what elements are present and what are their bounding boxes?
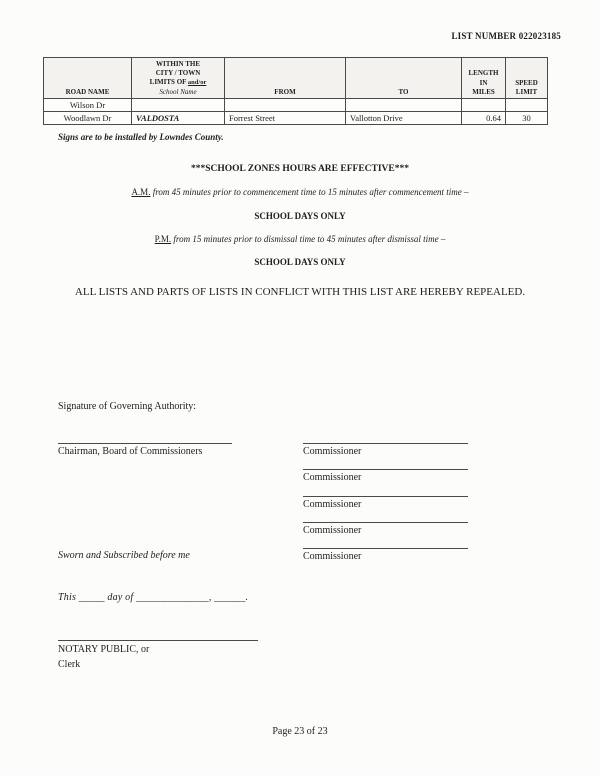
school-days-only-2: SCHOOL DAYS ONLY (254, 257, 346, 267)
table-row (44, 98, 548, 111)
col-header-road-name: ROAD NAME (44, 58, 132, 99)
chairman-label: Chairman, Board of Commissioners (58, 446, 203, 457)
col-header-within-limits: WITHIN THE CITY / TOWN LIMITS OF and/or School Name (132, 58, 225, 99)
commissioner-signature-line (303, 548, 468, 549)
commissioner-signature-line (303, 522, 468, 523)
commissioner-label: Commissioner (303, 551, 362, 562)
commissioner-signature-block (303, 548, 468, 562)
commissioner-label: Commissioner (303, 446, 362, 457)
commissioner-signature-line (303, 443, 468, 444)
length-cell (462, 98, 506, 111)
road-name-cell: Woodlawn Dr (44, 111, 132, 124)
repealed-statement: ALL LISTS AND PARTS OF LISTS IN CONFLICT WITH THIS LIST ARE HEREBY REPEALED. (74, 286, 526, 298)
commissioner-label: Commissioner (303, 472, 362, 483)
notary-signature-line (58, 640, 258, 641)
col-header-from: FROM (225, 58, 346, 99)
list-number: LIST NUMBER 022023185 (451, 31, 561, 41)
signature-heading: Signature of Governing Authority: (58, 401, 197, 412)
length-cell: 0.64 (462, 111, 506, 124)
school-days-only-1: SCHOOL DAYS ONLY (254, 211, 346, 221)
to-cell (346, 98, 462, 111)
school-cell (132, 98, 225, 111)
page-number-footer: Page 23 of 23 (272, 726, 328, 737)
commissioner-label: Commissioner (303, 525, 362, 536)
am-label: A.M. (131, 187, 151, 197)
pm-label: P.M. (154, 234, 172, 244)
school-zone-table (43, 57, 548, 125)
date-blank-line: This _____ day of ______________, ______. (58, 592, 249, 603)
am-hours-line (0, 187, 600, 197)
commissioner-signature-block (303, 522, 468, 536)
to-cell: Vallotton Drive (346, 111, 462, 124)
clerk-label: Clerk (58, 659, 81, 670)
and-or-label: and/or (187, 79, 207, 87)
speed-cell (506, 98, 548, 111)
table-header-row (44, 58, 548, 99)
commissioner-signature-block (303, 443, 468, 457)
sworn-subscribed-label: Sworn and Subscribed before me (58, 550, 190, 561)
chairman-signature-line (58, 443, 232, 444)
commissioner-signature-line (303, 496, 468, 497)
from-cell: Forrest Street (225, 111, 346, 124)
road-name-cell: Wilson Dr (44, 98, 132, 111)
commissioner-signature-block (303, 469, 468, 483)
col-header-to: TO (346, 58, 462, 99)
school-name-label: School Name (159, 87, 197, 96)
school-cell: VALDOSTA (132, 111, 225, 124)
speed-cell: 30 (506, 111, 548, 124)
school-zones-hours-title: ***SCHOOL ZONES HOURS ARE EFFECTIVE*** (190, 164, 410, 174)
notary-public-label: NOTARY PUBLIC, or (58, 644, 150, 655)
col-header-speed: SPEED LIMIT (506, 58, 548, 99)
commissioner-signature-line (303, 469, 468, 470)
commissioner-label: Commissioner (303, 499, 362, 510)
pm-hours-line (0, 234, 600, 244)
signs-installation-note: Signs are to be installed by Lowndes County. (58, 132, 224, 142)
from-cell (225, 98, 346, 111)
col-header-length: LENGTH IN MILES (462, 58, 506, 99)
commissioner-signature-block (303, 496, 468, 510)
pm-hours-text: from 15 minutes prior to dismissal time to 45 minutes after dismissal time – (171, 234, 446, 244)
table-row (44, 111, 548, 124)
am-hours-text: from 45 minutes prior to commencement time to 15 minutes after commencement time – (150, 187, 469, 197)
